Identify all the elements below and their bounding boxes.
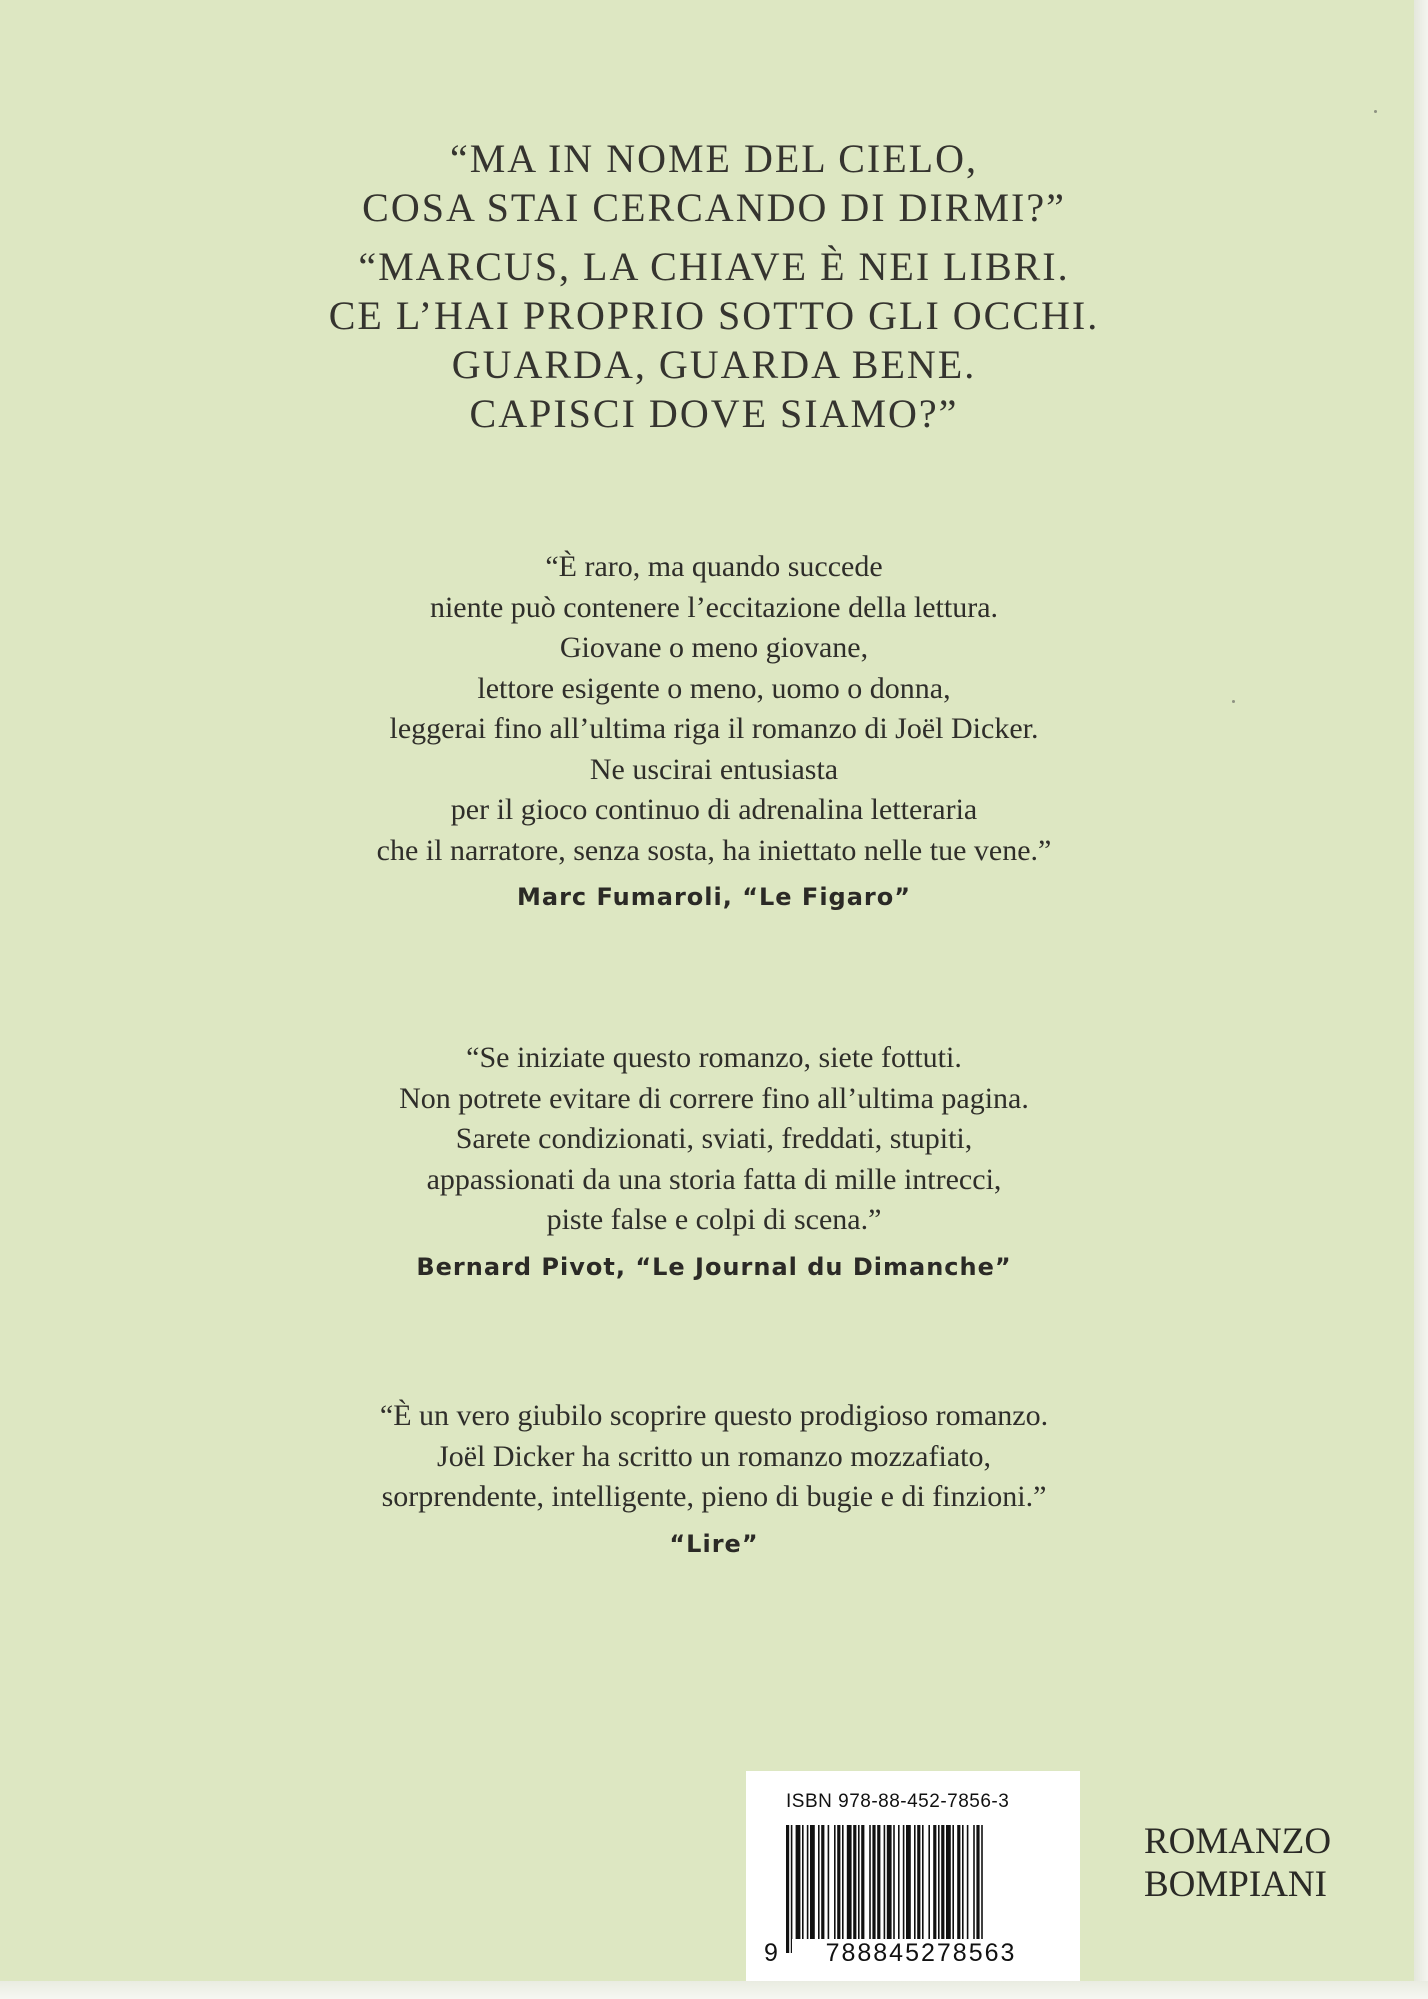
barcode-bar	[791, 1825, 793, 1953]
publisher-logo	[1144, 1820, 1331, 1906]
barcode-bar	[834, 1825, 836, 1939]
review-line: Joël Dicker ha scritto un romanzo mozzafiato,	[437, 1439, 991, 1473]
isbn-number: ISBN 978-88-452-7856-3	[786, 1791, 1010, 1812]
barcode-bar	[853, 1825, 856, 1939]
barcode-bar	[802, 1825, 804, 1939]
barcode-bar	[821, 1825, 824, 1939]
ean-digits: 788845278563	[792, 1939, 1050, 1967]
review-line: Ne uscirai entusiasta	[589, 752, 839, 786]
barcode-bar	[898, 1825, 900, 1939]
review-line: appassionati da una storia fatta di mille intrecci,	[426, 1162, 1002, 1196]
headline-line: “MA IN NOME DEL CIELO,	[449, 136, 978, 181]
review-source: “Lire”	[669, 1529, 759, 1558]
barcode-bar	[906, 1825, 911, 1939]
review-line: per il gioco continuo di adrenalina letteraria	[450, 793, 978, 826]
barcode-bar	[967, 1825, 969, 1939]
review-line: sorprendente, intelligente, pieno di bugie e di finzioni.”	[381, 1480, 1047, 1513]
review-line: che il narratore, senza sosta, ha iniettato nelle tue vene.”	[376, 833, 1052, 867]
review-source: Marc Fumaroli, “Le Figaro”	[516, 883, 912, 911]
headline-line: COSA STAI CERCANDO DI DIRMI?”	[362, 185, 1066, 230]
review-quote-pivot	[0, 1038, 1428, 1281]
review-line: Sarete condizionati, sviati, freddati, stupiti,	[455, 1122, 973, 1155]
barcode-bar	[928, 1825, 930, 1939]
barcode-bar	[796, 1825, 801, 1939]
barcode-bar	[946, 1825, 951, 1939]
barcode-bar	[976, 1825, 979, 1939]
barcode-bar	[917, 1825, 920, 1939]
barcode-bar	[818, 1825, 820, 1939]
barcode-bar	[922, 1825, 924, 1939]
review-source: Bernard Pivot, “Le Journal du Dimanche”	[416, 1252, 1012, 1281]
barcode-bar	[877, 1825, 880, 1939]
barcode-bar	[807, 1825, 809, 1939]
isbn-barcode-label	[746, 1771, 1080, 1981]
paper-speck	[1232, 700, 1235, 703]
review-line: piste false e colpi di scena.”	[546, 1203, 882, 1236]
cover-headline-quote	[0, 134, 1428, 438]
review-line: lettore esigente o meno, uomo o donna,	[477, 671, 951, 705]
barcode-bar	[981, 1825, 983, 1953]
barcode-bar	[887, 1825, 892, 1953]
review-line: “È un vero giubilo scoprire questo prodigioso romanzo.	[379, 1399, 1049, 1432]
barcode-bar	[858, 1825, 860, 1939]
barcode-graphic	[786, 1825, 1048, 1953]
barcode-bar	[903, 1825, 905, 1939]
publisher-name: BOMPIANI	[1144, 1864, 1327, 1905]
headline-line: “MARCUS, LA CHIAVE È NEI LIBRI.	[358, 244, 1070, 289]
barcode-bar	[872, 1825, 875, 1939]
barcode-bar	[884, 1825, 886, 1939]
barcode-bar	[842, 1825, 844, 1939]
headline-line: CAPISCI DOVE SIAMO?”	[469, 391, 959, 436]
barcode-bar	[962, 1825, 964, 1939]
review-line: leggerai fino all’ultima riga il romanzo di Joël Dicker.	[389, 712, 1039, 745]
publisher-series: ROMANZO	[1144, 1821, 1332, 1862]
barcode-bar	[837, 1825, 840, 1939]
review-line: “Se iniziate questo romanzo, siete fottuti.	[466, 1041, 962, 1074]
paper-edge-right	[1414, 0, 1428, 1999]
barcode-bar	[933, 1825, 936, 1939]
barcode-bar	[847, 1825, 852, 1939]
paper-speck	[1374, 110, 1377, 113]
ean-first-digit: 9	[764, 1939, 778, 1967]
barcode-bar	[861, 1825, 864, 1939]
barcode-bar	[973, 1825, 975, 1939]
barcode-bar	[810, 1825, 815, 1939]
barcode-bar	[938, 1825, 940, 1939]
review-quote-fumaroli	[0, 547, 1428, 911]
headline-line: CE L’HAI PROPRIO SOTTO GLI OCCHI.	[328, 293, 1100, 338]
barcode-bar	[941, 1825, 944, 1939]
paper-edge-bottom	[0, 1981, 1428, 1999]
review-line: niente può contenere l’eccitazione della lettura.	[429, 590, 999, 624]
barcode-bar	[952, 1825, 954, 1939]
review-quote-lire	[0, 1396, 1428, 1558]
barcode-bar	[914, 1825, 916, 1939]
barcode-bar	[828, 1825, 830, 1939]
headline-line: GUARDA, GUARDA BENE.	[451, 342, 977, 387]
review-line: Non potrete evitare di correre fino all’ultima pagina.	[399, 1081, 1029, 1115]
review-line: “È raro, ma quando succede	[545, 550, 883, 583]
barcode-bar	[957, 1825, 960, 1939]
barcode-bar	[893, 1825, 895, 1939]
barcode-bar	[786, 1825, 789, 1953]
barcode-bar	[869, 1825, 871, 1939]
review-line: Giovane o meno giovane,	[559, 631, 869, 664]
